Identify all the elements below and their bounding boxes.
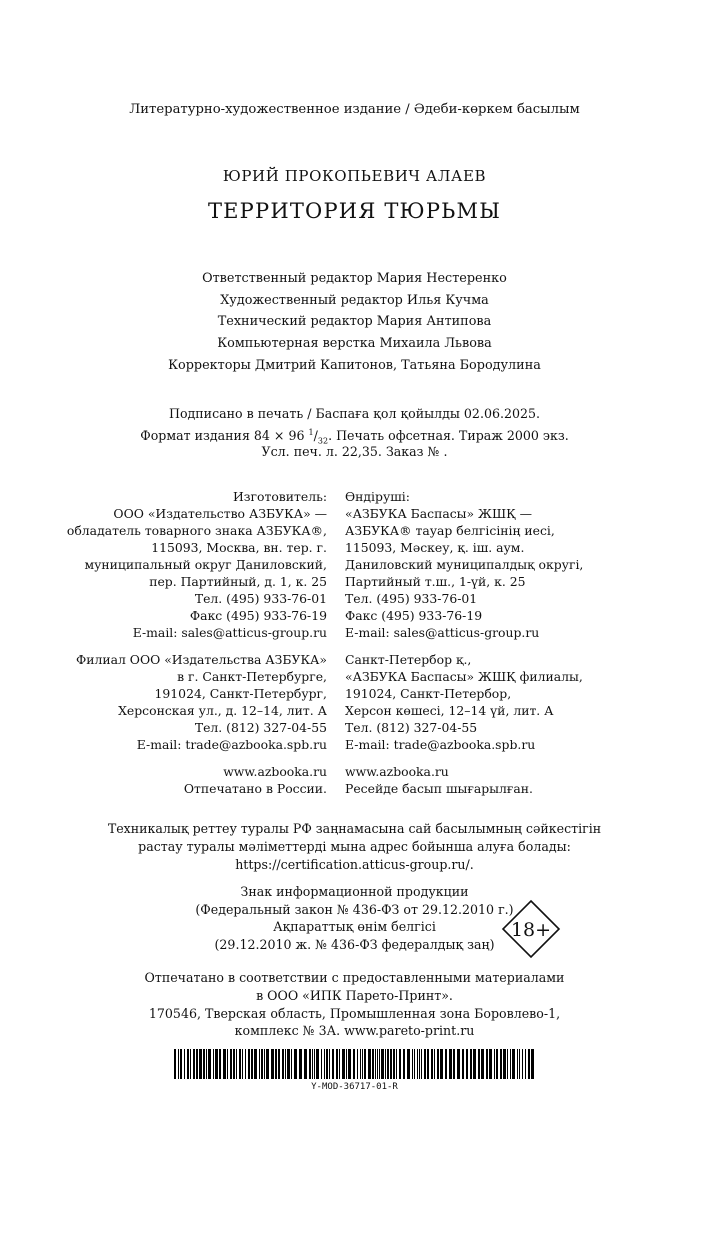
edition-type: Литературно-художественное издание / Әдеби-көркем басылым [129,102,580,117]
printing-line: комплекс № 3А. www.pareto-print.ru [234,1023,475,1038]
barcode-bar [494,1049,495,1079]
barcode-bar [489,1049,492,1079]
barcode-bar [287,1049,290,1079]
barcode-bar [248,1049,250,1079]
barcode-bar [199,1049,202,1079]
barcode-bar [445,1049,447,1079]
barcode-bar [431,1049,433,1079]
barcode-bar [434,1049,435,1079]
barcode-bar [174,1049,176,1079]
barcode [174,1049,534,1079]
barcode-bar [251,1049,253,1079]
barcode-bar [342,1049,345,1079]
author-name: ЮРИЙ ПРОКОПЬЕВИЧ АЛАЕВ [222,167,487,185]
info-sign-line: (29.12.2010 ж. № 436-ФЗ федералдық заң) [214,937,495,952]
barcode-bar [332,1049,334,1079]
print-sheets-line: Усл. печ. л. 22,35. Заказ № . [261,444,448,459]
credit-line: Художественный редактор Илья Кучма [220,293,489,308]
certification-line: Техникалық реттеу туралы РФ заңнамасына сай басылымның сәйкестігін [107,821,602,836]
barcode-bar [339,1049,340,1079]
diamond-shape [501,899,561,959]
branch-kz: Санкт-Петербор қ., «АЗБУКА Баспасы» ЖШҚ филиалы, 191024, Санкт-Петербор, Херсон көшесі, 12–14 үй, лит. А Тел. (812) 327-04-55 E-mail: trade@azbooka.spb.ru [345,652,583,752]
barcode-bar [390,1049,392,1079]
barcode-bar [377,1049,378,1079]
barcode-bar [336,1049,338,1079]
barcode-bar [379,1049,380,1079]
barcode-bar [264,1049,265,1079]
credit-line: Компьютерная верстка Михаила Львова [217,336,492,351]
printing-line: 170546, Тверская область, Промышленная зона Боровлево-1, [148,1006,561,1021]
barcode-bar [357,1049,358,1079]
barcode-bar [481,1049,484,1079]
barcode-bar [223,1049,226,1079]
barcode-bar [321,1049,322,1079]
barcode-bar [522,1049,523,1079]
barcode-bar [507,1049,508,1079]
barcode-bar [427,1049,429,1079]
format-line: Формат издания 84 × 96 $^1/_{32}$. Печать офсетная. Тираж 2000 экз. [140,428,569,446]
barcode-bar [399,1049,401,1079]
barcode-bar [372,1049,374,1079]
credit-line: Технический редактор Мария Антипова [217,314,492,329]
age-rating-badge [501,899,561,959]
barcode-bar [517,1049,518,1079]
barcode-bar [412,1049,413,1079]
barcode-bar [453,1049,455,1079]
barcode-bar [316,1049,319,1079]
barcode-bar [500,1049,502,1079]
barcode-bar [230,1049,232,1079]
barcode-bar [510,1049,511,1079]
credit-line: Корректоры Дмитрий Капитонов, Татьяна Бородулина [168,358,541,373]
printing-line: Отпечатано в соответствии с предоставленными материалами [144,970,565,985]
barcode-bar [304,1049,307,1079]
barcode-bar [512,1049,515,1079]
barcode-bar [233,1049,235,1079]
barcode-bar [275,1049,277,1079]
barcode-bar [282,1049,284,1079]
barcode-bar [190,1049,191,1079]
barcode-bar [403,1049,405,1079]
barcode-bar [346,1049,347,1079]
barcode-bar [236,1049,237,1079]
barcode-bar [219,1049,221,1079]
barcode-bar [215,1049,218,1079]
barcode-bar [178,1049,179,1079]
age-rating-text: 18+ [510,919,552,941]
barcode-bar [254,1049,257,1079]
barcode-bar [309,1049,311,1079]
barcode-bar [213,1049,214,1079]
barcode-bar [381,1049,384,1079]
barcode-bar [419,1049,420,1079]
barcode-bar [387,1049,389,1079]
barcode-bar [203,1049,205,1079]
barcode-bar [375,1049,376,1079]
barcode-bar [496,1049,498,1079]
barcode-bar [271,1049,274,1079]
barcode-bar [227,1049,228,1079]
signed-to-print: Подписано в печать / Баспаға қол қойылды 02.06.2025. [168,406,541,421]
barcode-bar [503,1049,506,1079]
barcode-bar [266,1049,269,1079]
barcode-bar [457,1049,460,1079]
barcode-bar [385,1049,386,1079]
barcode-bar [196,1049,198,1079]
barcode-bar [242,1049,243,1079]
barcode-bar [245,1049,246,1079]
barcode-bar [326,1049,328,1079]
barcode-bar [291,1049,292,1079]
barcode-bar [208,1049,211,1079]
barcode-bar [278,1049,280,1079]
barcode-bar [449,1049,452,1079]
branch-ru: Филиал ООО «Издательства АЗБУКА» в г. Санкт-Петербурге, 191024, Санкт-Петербург, Херсонская ул., д. 12–14, лит. А Тел. (812) 327-04-55 E-mail: trade@azbooka.spb.ru [75,652,327,752]
barcode-bar [360,1049,361,1079]
info-sign-line: Ақпараттық өнім белгісі [273,919,436,934]
barcode-bar [206,1049,207,1079]
barcode-bar [299,1049,302,1079]
barcode-bar [478,1049,480,1079]
barcode-bar [531,1049,534,1079]
barcode-bar [421,1049,422,1079]
barcode-bar [525,1049,526,1079]
barcode-bar [364,1049,366,1079]
certification-url: https://certification.atticus-group.ru/. [235,857,474,872]
barcode-bar [324,1049,325,1079]
barcode-bar [348,1049,351,1079]
barcode-bar [193,1049,195,1079]
barcode-bar [462,1049,464,1079]
barcode-bar [362,1049,363,1079]
barcode-bar [368,1049,371,1079]
barcode-bar [312,1049,313,1079]
barcode-bar [424,1049,426,1079]
barcode-bar [285,1049,286,1079]
certification-line: растау туралы мәліметтерді мына адрес бойынша алуға болады: [138,839,571,854]
barcode-bar [407,1049,410,1079]
barcode-bar [414,1049,415,1079]
barcode-bar [466,1049,468,1079]
info-sign-line: (Федеральный закон № 436-ФЗ от 29.12.2010 г.) [195,902,514,917]
barcode-bar [519,1049,520,1079]
barcode-bar [437,1049,439,1079]
barcode-bar [393,1049,395,1079]
barcode-bar [239,1049,241,1079]
barcode-bar [329,1049,330,1079]
barcode-bar [396,1049,397,1079]
info-sign-line: Знак информационной продукции [240,884,469,899]
barcode-bar [473,1049,476,1079]
footer-kz: www.azbooka.ru Ресейде басып шығарылған. [345,764,533,796]
barcode-bars [174,1049,534,1079]
footer-ru: www.azbooka.ru Отпечатано в России. [183,764,327,796]
manufacturer-ru: Изготовитель: ООО «Издательство АЗБУКА» — обладатель товарного знака АЗБУКА®, 115093, Москва, вн. тер. г. муниципальный округ Даниловский, пер. Партийный, д. 1, к. 25 Тел. (495) 933-76-01 Факс (495) 933-76-19 E-mail: sales@atticus-group.ru [66,489,327,640]
barcode-bar [470,1049,472,1079]
barcode-bar [314,1049,315,1079]
barcode-bar [486,1049,488,1079]
printing-line: в ООО «ИПК Парето-Принт». [256,988,453,1003]
barcode-bar [261,1049,263,1079]
barcode-bar [417,1049,418,1079]
barcode-bar [353,1049,355,1079]
barcode-bar [184,1049,185,1079]
manufacturer-kz: Өндіруші: «АЗБУКА Баспасы» ЖШҚ — АЗБУКА® тауар белгісінің иесі, 115093, Мәскеу, қ. іш. аум. Даниловский муниципалдық округі, Партийный т.ш., 1-үй, к. 25 Тел. (495) 933-76-01 Факс (495) 933-76-19 E-mail: sales@atticus-group.ru [345,489,584,640]
barcode-bar [187,1049,189,1079]
barcode-bar [180,1049,182,1079]
barcode-code: Y-MOD-36717-01-R [311,1082,398,1092]
barcode-bar [259,1049,260,1079]
barcode-bar [440,1049,443,1079]
book-title: ТЕРРИТОРИЯ ТЮРЬМЫ [207,199,502,223]
credit-line: Ответственный редактор Мария Нестеренко [202,271,507,286]
barcode-bar [528,1049,530,1079]
barcode-bar [294,1049,297,1079]
